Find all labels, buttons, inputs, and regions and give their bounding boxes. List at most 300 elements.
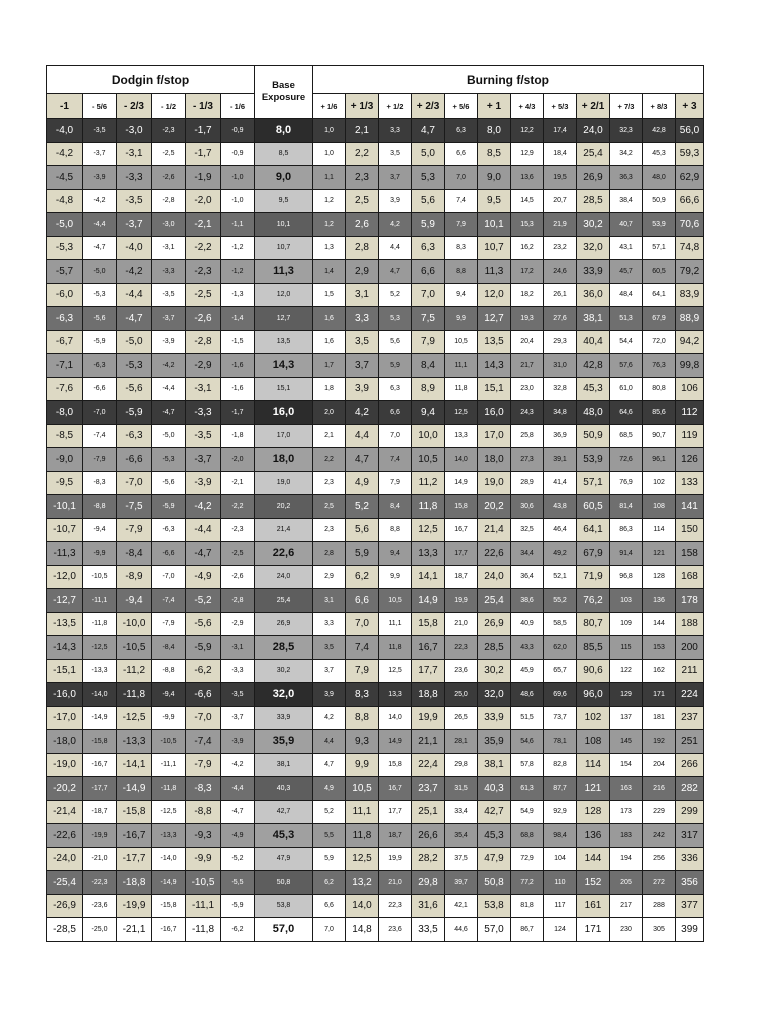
table-cell: 33,4 bbox=[445, 800, 478, 824]
table-cell: -6,2 bbox=[221, 918, 255, 942]
table-cell: -9,0 bbox=[47, 448, 83, 472]
table-cell: -5,6 bbox=[117, 377, 152, 401]
table-cell: -8,5 bbox=[47, 424, 83, 448]
table-cell: 7,9 bbox=[346, 659, 379, 683]
base-exposure-cell: 10,1 bbox=[255, 213, 313, 237]
table-cell: 94,2 bbox=[676, 330, 704, 354]
table-cell: 22,4 bbox=[412, 753, 445, 777]
table-cell: 3,3 bbox=[346, 307, 379, 331]
table-cell: 10,5 bbox=[445, 330, 478, 354]
table-cell: 3,7 bbox=[346, 354, 379, 378]
table-cell: 13,3 bbox=[412, 542, 445, 566]
table-cell: 85,6 bbox=[643, 401, 676, 425]
table-cell: 12,2 bbox=[511, 119, 544, 143]
table-cell: 72,0 bbox=[643, 330, 676, 354]
table-cell: 85,5 bbox=[577, 636, 610, 660]
table-cell: -6,6 bbox=[83, 377, 117, 401]
table-cell: 1,5 bbox=[313, 283, 346, 307]
table-cell: -3,5 bbox=[83, 119, 117, 143]
table-cell: 60,5 bbox=[577, 495, 610, 519]
table-cell: 41,4 bbox=[544, 471, 577, 495]
base-exposure-cell: 15,1 bbox=[255, 377, 313, 401]
table-row bbox=[47, 612, 704, 636]
table-cell: 53,9 bbox=[643, 213, 676, 237]
table-cell: -3,5 bbox=[117, 189, 152, 213]
table-row bbox=[47, 448, 704, 472]
table-cell: 4,2 bbox=[379, 213, 412, 237]
table-cell: 3,7 bbox=[379, 166, 412, 190]
table-cell: 20,7 bbox=[544, 189, 577, 213]
table-cell: 7,0 bbox=[379, 424, 412, 448]
table-cell: 34,4 bbox=[511, 542, 544, 566]
table-cell: -5,3 bbox=[83, 283, 117, 307]
table-cell: 14,0 bbox=[379, 706, 412, 730]
table-cell: -1,6 bbox=[221, 354, 255, 378]
table-cell: -7,9 bbox=[152, 612, 186, 636]
table-cell: -10,0 bbox=[117, 612, 152, 636]
table-cell: 377 bbox=[676, 894, 704, 918]
table-cell: -2,0 bbox=[186, 189, 221, 213]
table-row bbox=[47, 189, 704, 213]
table-cell: -7,4 bbox=[186, 730, 221, 754]
table-cell: 88,9 bbox=[676, 307, 704, 331]
table-cell: -3,1 bbox=[221, 636, 255, 660]
base-exposure-cell: 47,9 bbox=[255, 847, 313, 871]
column-header: + 2/3 bbox=[412, 94, 445, 119]
table-cell: 6,2 bbox=[346, 565, 379, 589]
table-cell: 1,6 bbox=[313, 330, 346, 354]
table-cell: 32,5 bbox=[511, 518, 544, 542]
table-cell: -8,0 bbox=[47, 401, 83, 425]
table-cell: 67,9 bbox=[643, 307, 676, 331]
table-cell: 28,9 bbox=[511, 471, 544, 495]
table-row bbox=[47, 894, 704, 918]
table-cell: 9,4 bbox=[445, 283, 478, 307]
table-cell: -5,6 bbox=[152, 471, 186, 495]
table-cell: 5,9 bbox=[313, 847, 346, 871]
table-cell: 1,2 bbox=[313, 213, 346, 237]
table-cell: 15,8 bbox=[379, 753, 412, 777]
table-cell: 42,1 bbox=[445, 894, 478, 918]
table-row bbox=[47, 236, 704, 260]
table-cell: -2,6 bbox=[186, 307, 221, 331]
table-cell: 163 bbox=[610, 777, 643, 801]
table-row bbox=[47, 824, 704, 848]
table-cell: 32,0 bbox=[478, 683, 511, 707]
table-row bbox=[47, 800, 704, 824]
table-cell: 12,5 bbox=[379, 659, 412, 683]
table-cell: 57,8 bbox=[511, 753, 544, 777]
table-cell: 1,3 bbox=[313, 236, 346, 260]
table-row bbox=[47, 565, 704, 589]
table-cell: -21,1 bbox=[117, 918, 152, 942]
table-cell: 39,1 bbox=[544, 448, 577, 472]
table-cell: 2,5 bbox=[313, 495, 346, 519]
table-row bbox=[47, 401, 704, 425]
table-cell: -5,3 bbox=[117, 354, 152, 378]
table-cell: 4,9 bbox=[313, 777, 346, 801]
table-cell: -5,6 bbox=[186, 612, 221, 636]
table-cell: -4,2 bbox=[221, 753, 255, 777]
table-cell: -16,7 bbox=[152, 918, 186, 942]
table-cell: 8,0 bbox=[478, 119, 511, 143]
table-cell: -5,0 bbox=[117, 330, 152, 354]
table-cell: 251 bbox=[676, 730, 704, 754]
table-cell: 104 bbox=[544, 847, 577, 871]
table-cell: 20,4 bbox=[511, 330, 544, 354]
table-cell: -2,9 bbox=[221, 612, 255, 636]
table-cell: 23,6 bbox=[379, 918, 412, 942]
table-cell: 19,9 bbox=[445, 589, 478, 613]
base-exposure-cell: 40,3 bbox=[255, 777, 313, 801]
table-cell: -15,8 bbox=[83, 730, 117, 754]
table-cell: -15,1 bbox=[47, 659, 83, 683]
table-row bbox=[47, 377, 704, 401]
table-cell: 2,8 bbox=[313, 542, 346, 566]
table-cell: -3,0 bbox=[152, 213, 186, 237]
table-cell: -4,2 bbox=[47, 142, 83, 166]
table-cell: 24,3 bbox=[511, 401, 544, 425]
table-cell: 21,1 bbox=[412, 730, 445, 754]
table-cell: -5,9 bbox=[117, 401, 152, 425]
table-cell: 144 bbox=[577, 847, 610, 871]
table-cell: 69,6 bbox=[544, 683, 577, 707]
table-cell: 217 bbox=[610, 894, 643, 918]
table-cell: 40,4 bbox=[577, 330, 610, 354]
table-cell: -1,1 bbox=[221, 213, 255, 237]
table-cell: -3,9 bbox=[152, 330, 186, 354]
table-cell: 114 bbox=[643, 518, 676, 542]
table-cell: -28,5 bbox=[47, 918, 83, 942]
table-cell: -18,8 bbox=[117, 871, 152, 895]
table-cell: 50,9 bbox=[577, 424, 610, 448]
table-row bbox=[47, 283, 704, 307]
table-cell: -6,3 bbox=[47, 307, 83, 331]
table-cell: 14,9 bbox=[445, 471, 478, 495]
table-cell: -4,9 bbox=[221, 824, 255, 848]
table-cell: -25,0 bbox=[83, 918, 117, 942]
base-exposure-cell: 19,0 bbox=[255, 471, 313, 495]
table-cell: -3,7 bbox=[186, 448, 221, 472]
table-cell: 36,3 bbox=[610, 166, 643, 190]
table-cell: -5,0 bbox=[47, 213, 83, 237]
column-header: -1 bbox=[47, 94, 83, 119]
table-cell: 16,7 bbox=[412, 636, 445, 660]
table-cell: -13,3 bbox=[83, 659, 117, 683]
table-cell: 61,0 bbox=[610, 377, 643, 401]
table-cell: 121 bbox=[643, 542, 676, 566]
table-cell: 13,3 bbox=[379, 683, 412, 707]
table-cell: 26,9 bbox=[478, 612, 511, 636]
base-exposure-title-line2: Exposure bbox=[261, 92, 306, 103]
table-cell: -7,1 bbox=[47, 354, 83, 378]
table-cell: 229 bbox=[643, 800, 676, 824]
table-cell: 99,8 bbox=[676, 354, 704, 378]
table-cell: 40,7 bbox=[610, 213, 643, 237]
table-cell: 1,6 bbox=[313, 307, 346, 331]
table-cell: 40,9 bbox=[511, 612, 544, 636]
table-cell: 53,8 bbox=[478, 894, 511, 918]
table-cell: -19,9 bbox=[117, 894, 152, 918]
table-cell: 56,0 bbox=[676, 119, 704, 143]
table-cell: -15,8 bbox=[117, 800, 152, 824]
table-cell: -7,0 bbox=[186, 706, 221, 730]
table-cell: 53,9 bbox=[577, 448, 610, 472]
base-exposure-cell: 24,0 bbox=[255, 565, 313, 589]
table-cell: 204 bbox=[643, 753, 676, 777]
table-cell: 83,9 bbox=[676, 283, 704, 307]
group-header-row bbox=[47, 66, 704, 94]
table-cell: 9,4 bbox=[379, 542, 412, 566]
table-cell: 14,0 bbox=[346, 894, 379, 918]
table-cell: -4,2 bbox=[186, 495, 221, 519]
table-cell: -4,8 bbox=[47, 189, 83, 213]
table-cell: 5,5 bbox=[313, 824, 346, 848]
table-cell: -1,3 bbox=[221, 283, 255, 307]
table-cell: 3,9 bbox=[313, 683, 346, 707]
table-cell: 21,0 bbox=[445, 612, 478, 636]
table-cell: 24,0 bbox=[577, 119, 610, 143]
table-cell: 33,5 bbox=[412, 918, 445, 942]
table-cell: -11,1 bbox=[186, 894, 221, 918]
table-cell: -3,5 bbox=[152, 283, 186, 307]
column-header: + 1/2 bbox=[379, 94, 412, 119]
table-cell: -7,9 bbox=[186, 753, 221, 777]
table-cell: -26,9 bbox=[47, 894, 83, 918]
table-cell: 8,4 bbox=[412, 354, 445, 378]
column-header: - 1/3 bbox=[186, 94, 221, 119]
table-cell: 5,6 bbox=[379, 330, 412, 354]
table-cell: 8,9 bbox=[412, 377, 445, 401]
table-cell: 8,8 bbox=[379, 518, 412, 542]
table-cell: 211 bbox=[676, 659, 704, 683]
base-exposure-cell: 17,0 bbox=[255, 424, 313, 448]
base-exposure-cell: 16,0 bbox=[255, 401, 313, 425]
table-cell: 4,7 bbox=[412, 119, 445, 143]
table-cell: 266 bbox=[676, 753, 704, 777]
table-cell: -6,3 bbox=[117, 424, 152, 448]
table-cell: 29,3 bbox=[544, 330, 577, 354]
table-cell: 87,7 bbox=[544, 777, 577, 801]
table-cell: 24,6 bbox=[544, 260, 577, 284]
table-cell: 31,0 bbox=[544, 354, 577, 378]
table-cell: 11,8 bbox=[445, 377, 478, 401]
table-cell: 38,1 bbox=[478, 753, 511, 777]
table-cell: 5,6 bbox=[412, 189, 445, 213]
table-cell: 136 bbox=[577, 824, 610, 848]
table-cell: -14,3 bbox=[47, 636, 83, 660]
table-cell: 79,2 bbox=[676, 260, 704, 284]
table-cell: -2,8 bbox=[221, 589, 255, 613]
table-cell: 5,2 bbox=[346, 495, 379, 519]
base-exposure-cell: 12,0 bbox=[255, 283, 313, 307]
table-cell: -10,7 bbox=[47, 518, 83, 542]
table-cell: 6,6 bbox=[379, 401, 412, 425]
base-exposure-cell: 20,2 bbox=[255, 495, 313, 519]
table-cell: 26,6 bbox=[412, 824, 445, 848]
table-cell: 17,0 bbox=[478, 424, 511, 448]
table-cell: 68,5 bbox=[610, 424, 643, 448]
table-cell: 50,9 bbox=[643, 189, 676, 213]
table-cell: 46,4 bbox=[544, 518, 577, 542]
table-cell: 194 bbox=[610, 847, 643, 871]
table-cell: 121 bbox=[577, 777, 610, 801]
table-cell: -2,6 bbox=[152, 166, 186, 190]
table-cell: 242 bbox=[643, 824, 676, 848]
column-header-row bbox=[47, 94, 704, 119]
table-cell: -8,9 bbox=[117, 565, 152, 589]
table-cell: 119 bbox=[676, 424, 704, 448]
table-cell: 13,2 bbox=[346, 871, 379, 895]
column-header: + 3 bbox=[676, 94, 704, 119]
table-cell: 45,3 bbox=[643, 142, 676, 166]
column-header: + 5/3 bbox=[544, 94, 577, 119]
column-header: + 4/3 bbox=[511, 94, 544, 119]
table-cell: -7,9 bbox=[83, 448, 117, 472]
table-cell: 4,9 bbox=[346, 471, 379, 495]
table-row bbox=[47, 871, 704, 895]
table-cell: 80,8 bbox=[643, 377, 676, 401]
table-cell: 2,3 bbox=[346, 166, 379, 190]
table-cell: -5,9 bbox=[186, 636, 221, 660]
table-cell: -10,5 bbox=[117, 636, 152, 660]
table-cell: 15,8 bbox=[412, 612, 445, 636]
table-cell: 9,9 bbox=[346, 753, 379, 777]
table-cell: 13,6 bbox=[511, 166, 544, 190]
table-cell: 28,1 bbox=[445, 730, 478, 754]
table-cell: 57,0 bbox=[478, 918, 511, 942]
table-cell: 11,8 bbox=[379, 636, 412, 660]
table-cell: 27,6 bbox=[544, 307, 577, 331]
table-cell: -1,4 bbox=[221, 307, 255, 331]
table-cell: -10,5 bbox=[152, 730, 186, 754]
table-cell: 20,2 bbox=[478, 495, 511, 519]
base-exposure-cell: 33,9 bbox=[255, 706, 313, 730]
table-cell: 57,1 bbox=[643, 236, 676, 260]
table-cell: 30,6 bbox=[511, 495, 544, 519]
table-cell: -1,7 bbox=[186, 142, 221, 166]
table-cell: -3,3 bbox=[221, 659, 255, 683]
table-cell: -14,9 bbox=[117, 777, 152, 801]
table-cell: -0,9 bbox=[221, 119, 255, 143]
table-cell: -0,9 bbox=[221, 142, 255, 166]
table-cell: -7,5 bbox=[117, 495, 152, 519]
table-cell: 8,3 bbox=[346, 683, 379, 707]
table-cell: -11,1 bbox=[83, 589, 117, 613]
table-cell: 8,8 bbox=[346, 706, 379, 730]
table-cell: 15,3 bbox=[511, 213, 544, 237]
table-cell: 64,6 bbox=[610, 401, 643, 425]
table-cell: 144 bbox=[643, 612, 676, 636]
table-cell: 4,2 bbox=[313, 706, 346, 730]
table-cell: -16,7 bbox=[83, 753, 117, 777]
table-cell: -9,5 bbox=[47, 471, 83, 495]
table-cell: -12,5 bbox=[117, 706, 152, 730]
burning-title: Burning f/stop bbox=[313, 66, 704, 94]
table-cell: -7,4 bbox=[152, 589, 186, 613]
table-cell: 216 bbox=[643, 777, 676, 801]
column-header: + 7/3 bbox=[610, 94, 643, 119]
table-cell: 141 bbox=[676, 495, 704, 519]
table-cell: -9,9 bbox=[152, 706, 186, 730]
table-cell: 35,4 bbox=[445, 824, 478, 848]
table-cell: -3,7 bbox=[221, 706, 255, 730]
table-row bbox=[47, 424, 704, 448]
table-cell: 26,5 bbox=[445, 706, 478, 730]
base-exposure-cell: 21,4 bbox=[255, 518, 313, 542]
table-cell: 90,6 bbox=[577, 659, 610, 683]
table-cell: 3,1 bbox=[346, 283, 379, 307]
table-cell: 108 bbox=[577, 730, 610, 754]
table-cell: 102 bbox=[577, 706, 610, 730]
table-cell: -15,8 bbox=[152, 894, 186, 918]
table-cell: -2,1 bbox=[221, 471, 255, 495]
base-exposure-cell: 8,0 bbox=[255, 119, 313, 143]
base-exposure-cell: 38,1 bbox=[255, 753, 313, 777]
table-cell: 4,7 bbox=[346, 448, 379, 472]
table-cell: -11,8 bbox=[152, 777, 186, 801]
table-cell: 7,0 bbox=[445, 166, 478, 190]
table-cell: -2,5 bbox=[152, 142, 186, 166]
table-row bbox=[47, 847, 704, 871]
table-cell: 31,5 bbox=[445, 777, 478, 801]
table-cell: 106 bbox=[676, 377, 704, 401]
table-cell: 8,8 bbox=[445, 260, 478, 284]
table-cell: 3,5 bbox=[313, 636, 346, 660]
table-cell: -4,5 bbox=[47, 166, 83, 190]
table-cell: 72,6 bbox=[610, 448, 643, 472]
table-cell: -4,4 bbox=[83, 213, 117, 237]
table-cell: 76,9 bbox=[610, 471, 643, 495]
table-cell: 6,6 bbox=[445, 142, 478, 166]
table-cell: 36,4 bbox=[511, 565, 544, 589]
table-cell: 25,4 bbox=[478, 589, 511, 613]
table-cell: -8,8 bbox=[83, 495, 117, 519]
table-cell: 115 bbox=[610, 636, 643, 660]
table-cell: 173 bbox=[610, 800, 643, 824]
table-cell: 30,2 bbox=[478, 659, 511, 683]
table-cell: -7,0 bbox=[152, 565, 186, 589]
table-row bbox=[47, 213, 704, 237]
table-cell: -11,3 bbox=[47, 542, 83, 566]
table-cell: 76,2 bbox=[577, 589, 610, 613]
base-exposure-cell: 9,5 bbox=[255, 189, 313, 213]
table-cell: 60,5 bbox=[643, 260, 676, 284]
table-cell: 50,8 bbox=[478, 871, 511, 895]
table-cell: 10,5 bbox=[379, 589, 412, 613]
table-cell: 128 bbox=[643, 565, 676, 589]
table-cell: -4,7 bbox=[83, 236, 117, 260]
table-cell: 38,1 bbox=[577, 307, 610, 331]
table-cell: -17,0 bbox=[47, 706, 83, 730]
table-cell: 6,6 bbox=[412, 260, 445, 284]
table-row bbox=[47, 542, 704, 566]
base-exposure-cell: 18,0 bbox=[255, 448, 313, 472]
table-cell: 299 bbox=[676, 800, 704, 824]
table-cell: 5,3 bbox=[412, 166, 445, 190]
table-cell: -19,9 bbox=[83, 824, 117, 848]
table-cell: -7,4 bbox=[83, 424, 117, 448]
table-cell: -14,1 bbox=[117, 753, 152, 777]
table-cell: 25,8 bbox=[511, 424, 544, 448]
table-cell: -2,3 bbox=[152, 119, 186, 143]
table-cell: -1,0 bbox=[221, 166, 255, 190]
table-cell: -1,7 bbox=[186, 119, 221, 143]
table-cell: -14,9 bbox=[152, 871, 186, 895]
fstop-exposure-table bbox=[46, 65, 704, 942]
table-cell: 19,3 bbox=[511, 307, 544, 331]
table-cell: 67,9 bbox=[577, 542, 610, 566]
